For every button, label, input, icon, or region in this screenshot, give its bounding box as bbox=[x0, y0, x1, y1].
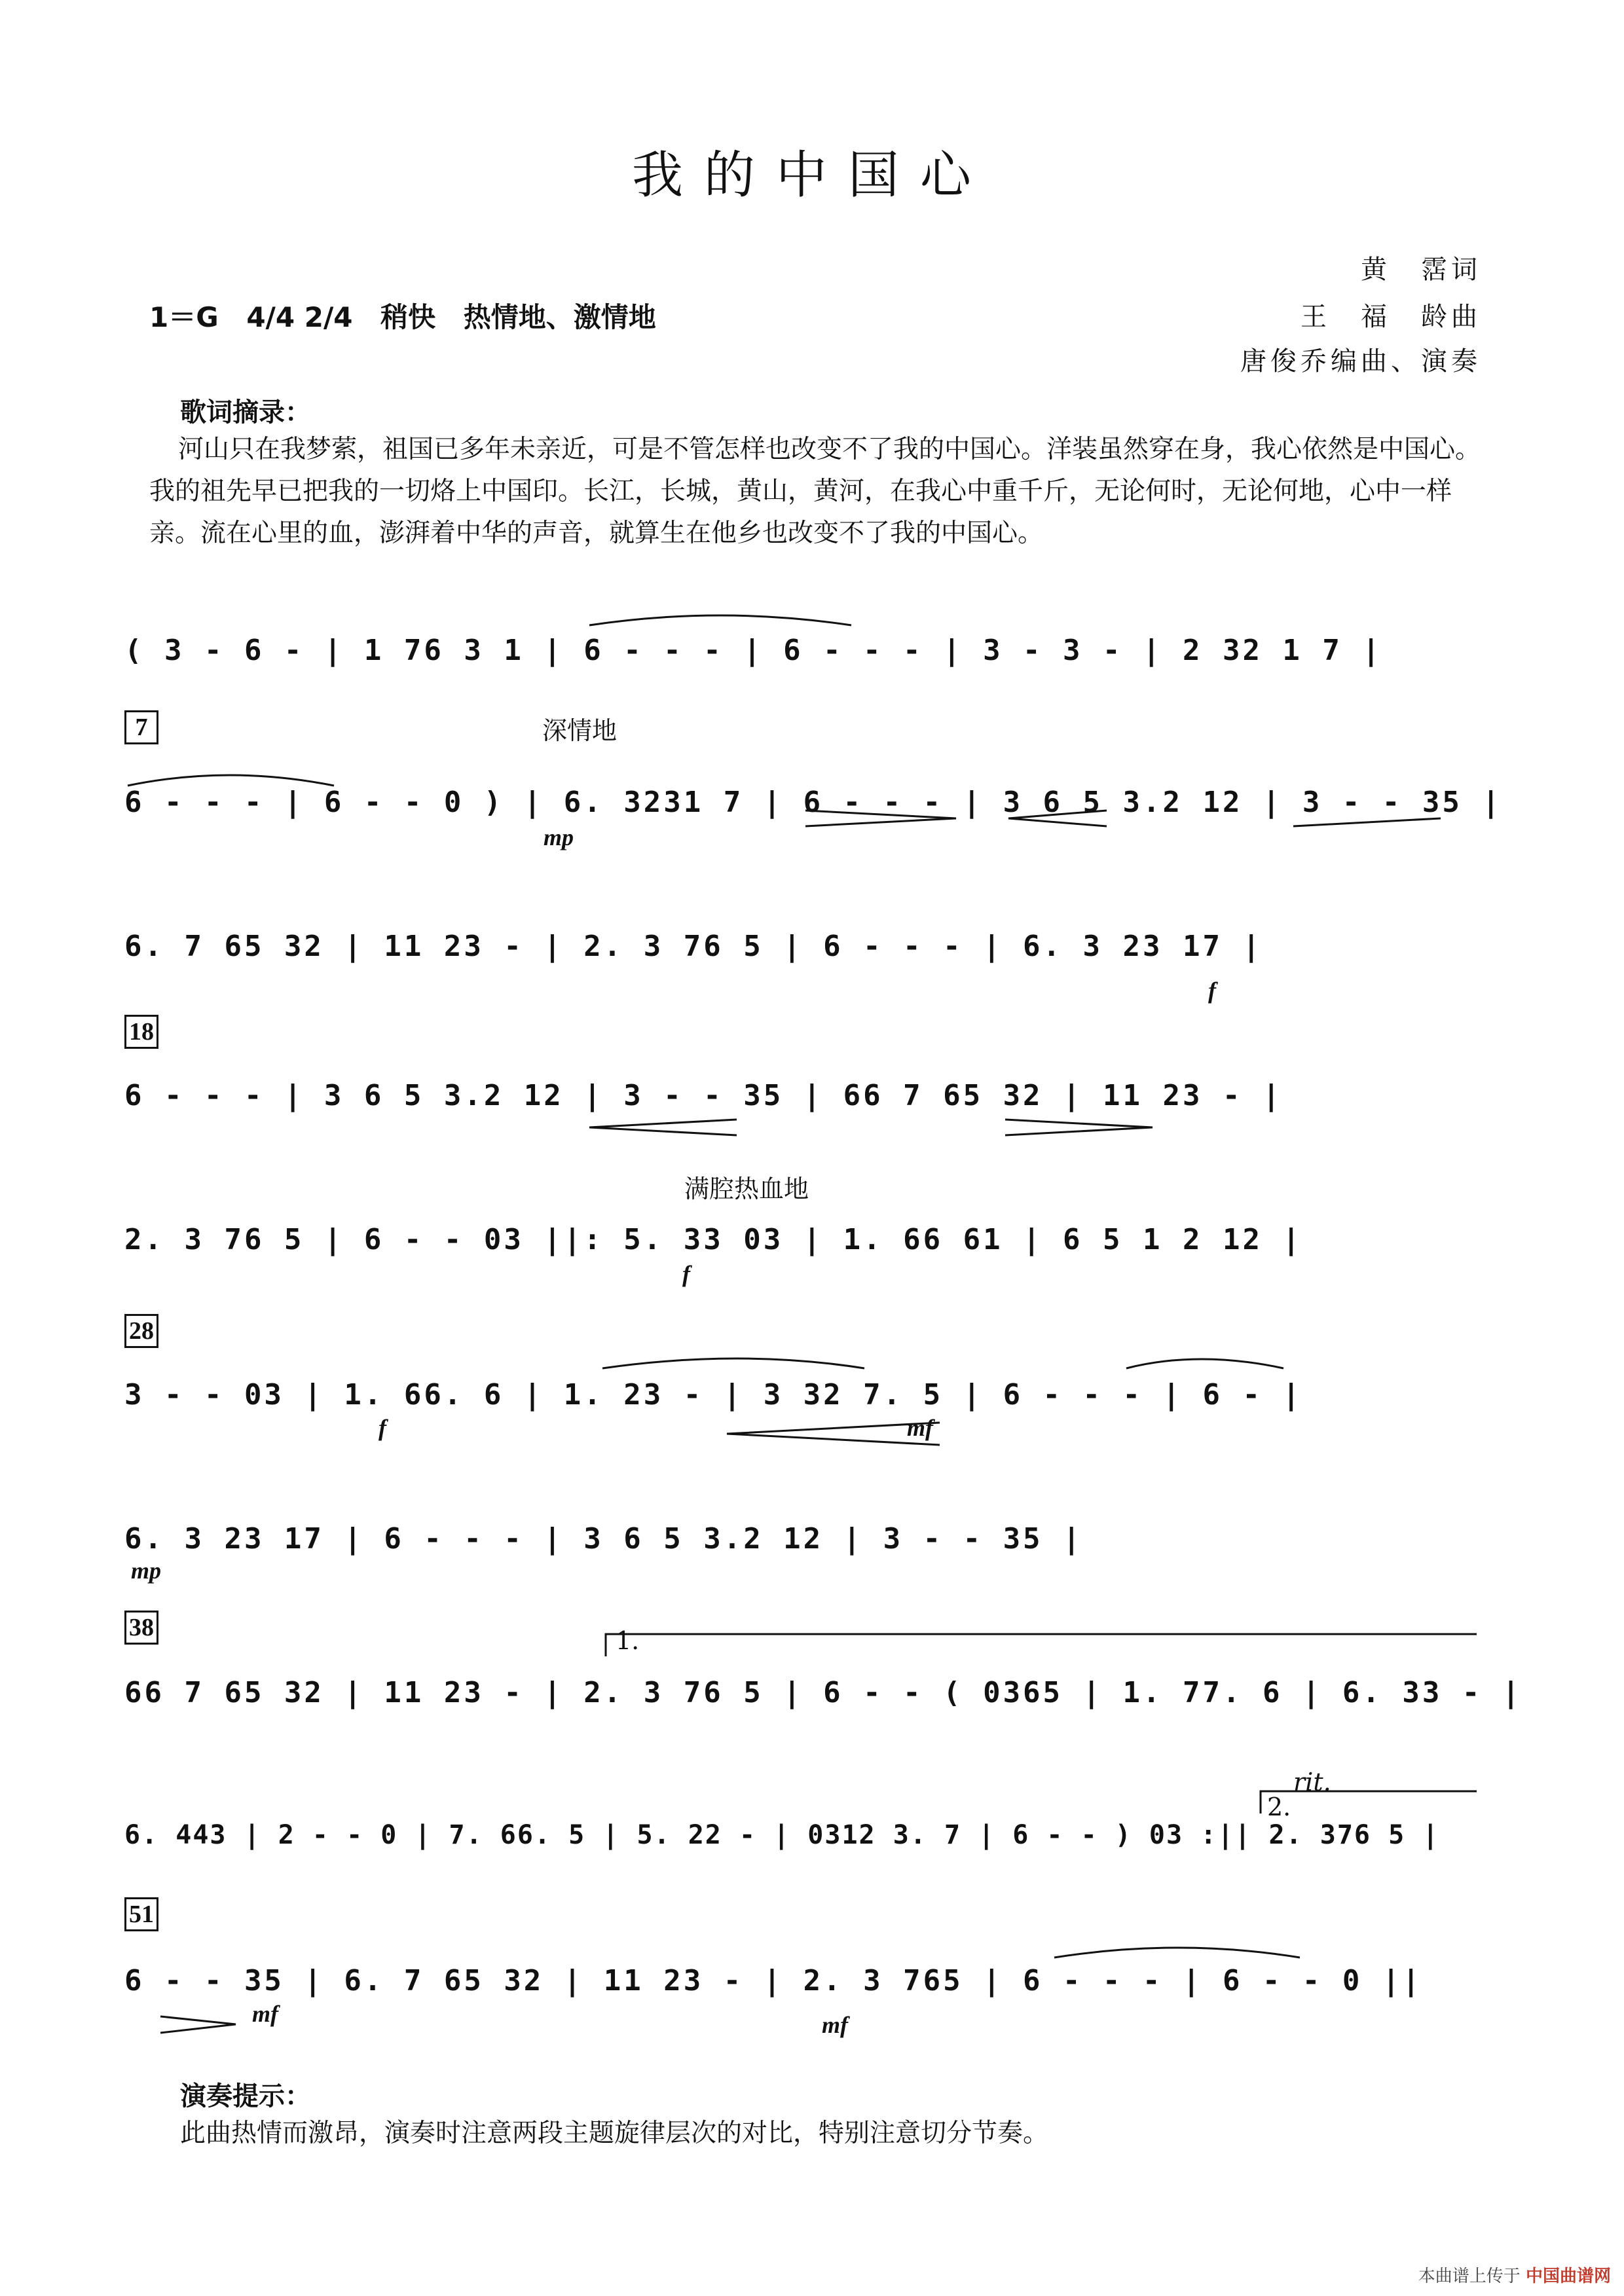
score-line: 66 7 65 32 | 11 23 - | 2. 3 76 5 | 6 - - ( 0365 | 1. 77. 6 | 6. 33 - | bbox=[124, 1676, 1522, 1709]
expression-mark: 深情地 bbox=[542, 716, 618, 745]
dynamic-mark: f bbox=[682, 1261, 690, 1287]
dynamic-mark: mp bbox=[544, 824, 574, 850]
measure-number: 38 bbox=[124, 1611, 158, 1645]
dynamic-mark: f bbox=[1208, 977, 1216, 1004]
key: 1＝G bbox=[149, 301, 219, 333]
score-line: 2. 3 76 5 | 6 - - 03 ||: 5. 33 03 | 1. 66 61 | 6 5 1 2 12 | bbox=[124, 1223, 1302, 1256]
expression-mark: rit. bbox=[1293, 1768, 1331, 1796]
measure-number: 18 bbox=[124, 1015, 158, 1049]
dynamic-mark: mf bbox=[907, 1415, 933, 1441]
lyrics-excerpt: 河山只在我梦萦，祖国已多年未亲近，可是不管怎样也改变不了我的中国心。洋装虽然穿在身，我心依然是中国心。我的祖先早已把我的一切烙上中国印。长江，长城，黄山，黄河，在我心中重千斤，无论何时，无论何地，心中一样亲。流在心里的血，澎湃着中华的声音，就算生在他乡也改变不了我的中国心。 bbox=[149, 435, 1481, 548]
volta-1: 1. bbox=[616, 1626, 640, 1655]
score-line: 6. 7 65 32 | 11 23 - | 2. 3 76 5 | 6 - - - | 6. 3 23 17 | bbox=[124, 930, 1263, 963]
measure-number: 7 bbox=[124, 710, 158, 744]
lyrics-heading: 歌词摘录： bbox=[180, 397, 311, 428]
score-line: 6 - - - | 3 6 5 3.2 12 | 3 - - 35 | 66 7 65 32 | 11 23 - | bbox=[124, 1079, 1283, 1112]
performance-notes: 此曲热情而激昂，演奏时注意两段主题旋律层次的对比，特别注意切分节奏。 bbox=[180, 2119, 1049, 2148]
dynamic-mark: mf bbox=[252, 2001, 278, 2027]
composer-credit: 王 福 龄曲 bbox=[1301, 302, 1481, 332]
dynamic-mark: mf bbox=[822, 2012, 848, 2038]
dynamic-mark: f bbox=[378, 1415, 386, 1441]
score-line: 6. 443 | 2 - - 0 | 7. 66. 5 | 5. 22 - | 0312 3. 7 | 6 - - ) 03 :|| 2. 376 5 | bbox=[124, 1820, 1440, 1850]
tempo: 稍快 bbox=[380, 301, 436, 333]
upload-text: 本曲谱上传于 bbox=[1418, 2267, 1521, 2286]
score-line: 3 - - 03 | 1. 66. 6 | 1. 23 - | 3 32 7. 5 | 6 - - - | 6 - | bbox=[124, 1378, 1302, 1412]
performance-heading: 演奏提示： bbox=[180, 2081, 311, 2111]
score-line: 6. 3 23 17 | 6 - - - | 3 6 5 3.2 12 | 3 - - 35 | bbox=[124, 1522, 1083, 1556]
measure-number: 51 bbox=[124, 1897, 158, 1931]
page-title: 我的中国心 bbox=[631, 146, 992, 205]
score-line: ( 3 - 6 - | 1 76 3 1 | 6 - - - | 6 - - - | 3 - 3 - | 2 32 1 7 | bbox=[124, 634, 1382, 667]
measure-number: 28 bbox=[124, 1314, 158, 1348]
score-line: 6 - - 35 | 6. 7 65 32 | 11 23 - | 2. 3 765 | 6 - - - | 6 - - 0 || bbox=[124, 1964, 1422, 1997]
score-line: 6 - - - | 6 - - 0 ) | 6. 3231 7 | 6 - - - | 3 6 5 3.2 12 | 3 - - 35 | bbox=[124, 786, 1502, 819]
site-logo: 中国曲谱网 bbox=[1525, 2267, 1611, 2286]
expression: 热情地、激情地 bbox=[463, 301, 656, 333]
footer-watermark bbox=[1418, 2263, 1611, 2287]
arranger-credit: 唐俊乔编曲、演奏 bbox=[1240, 346, 1481, 376]
expression-mark: 满腔热血地 bbox=[684, 1175, 809, 1203]
volta-2: 2. bbox=[1267, 1793, 1291, 1821]
meter: 4/4 2/4 bbox=[246, 301, 353, 333]
dynamic-mark: mp bbox=[131, 1558, 162, 1584]
lyricist-credit: 黄 霑词 bbox=[1361, 255, 1481, 285]
